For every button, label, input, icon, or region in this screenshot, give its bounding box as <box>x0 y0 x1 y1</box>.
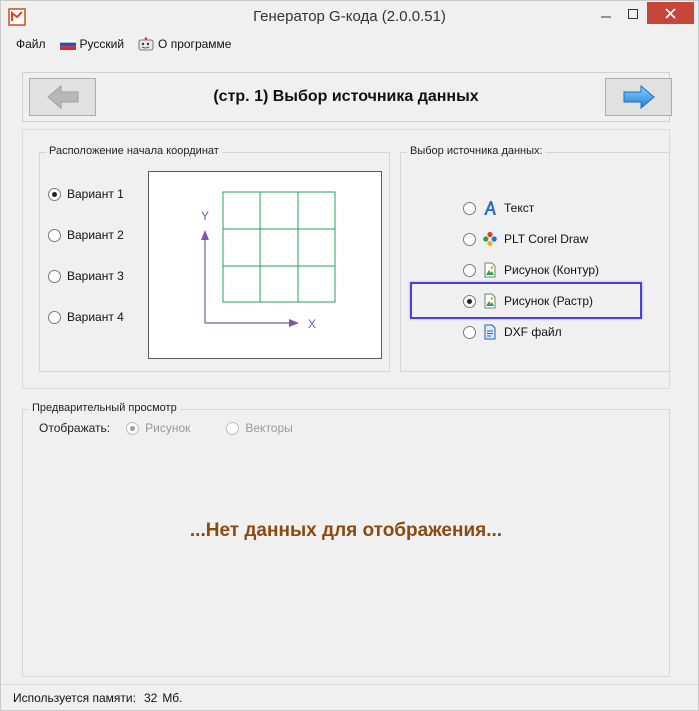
origin-radio-1[interactable] <box>48 188 61 201</box>
source-option-text[interactable] <box>463 200 534 216</box>
origin-grid <box>223 192 335 302</box>
source-group-label: Выбор источника данных: <box>407 145 546 157</box>
source-option-contour[interactable] <box>463 262 599 278</box>
origin-option-2[interactable] <box>48 228 124 242</box>
menu-file-label: Файл <box>16 37 46 51</box>
source-option-plt[interactable] <box>463 231 588 247</box>
window-title: Генератор G-кода (2.0.0.51) <box>253 8 446 25</box>
origin-axes <box>201 230 299 327</box>
origin-option-3[interactable] <box>48 269 124 283</box>
origin-option-4[interactable] <box>48 310 124 324</box>
origin-option-2-label: Вариант 2 <box>67 228 124 242</box>
menu-about-label: О программе <box>158 37 232 51</box>
memory-value: 32 <box>143 690 158 705</box>
arrow-left-icon <box>46 84 80 110</box>
source-radio-dxf[interactable] <box>463 326 476 339</box>
memory-label: Используется памяти: <box>13 690 136 705</box>
minimize-button[interactable] <box>593 2 619 26</box>
maximize-icon <box>628 9 638 19</box>
menu-about[interactable] <box>131 34 238 54</box>
russian-flag-icon <box>60 39 76 50</box>
origin-option-1-label: Вариант 1 <box>67 187 124 201</box>
menu-bar <box>9 34 690 54</box>
origin-diagram <box>149 172 381 358</box>
arrow-right-icon <box>622 84 656 110</box>
next-button[interactable] <box>605 78 672 116</box>
back-button[interactable] <box>29 78 96 116</box>
memory-unit: Мб. <box>162 690 183 705</box>
menu-language[interactable] <box>53 34 132 54</box>
origin-option-3-label: Вариант 3 <box>67 269 124 283</box>
source-option-text-label: Текст <box>504 201 535 215</box>
origin-radio-2[interactable] <box>48 229 61 242</box>
no-data-message: ...Нет данных для отображения... <box>189 520 503 541</box>
status-bar <box>1 684 698 710</box>
origin-option-4-label: Вариант 4 <box>67 310 124 324</box>
text-font-icon <box>482 200 498 216</box>
preview-option-vectors[interactable] <box>226 421 292 435</box>
source-option-plt-label: PLT Corel Draw <box>504 232 589 246</box>
close-icon <box>665 8 676 19</box>
minimize-icon <box>601 9 611 19</box>
preview-option-image-label: Рисунок <box>145 421 191 435</box>
origin-radio-3[interactable] <box>48 270 61 283</box>
source-option-dxf-label: DXF файл <box>504 325 562 339</box>
preview-option-vectors-label: Векторы <box>245 421 293 435</box>
preview-radio-vectors[interactable] <box>226 422 239 435</box>
menu-language-label: Русский <box>79 37 125 51</box>
preview-group-label: Предварительный просмотр <box>29 402 180 414</box>
preview-option-image[interactable] <box>126 421 190 435</box>
close-button[interactable] <box>647 2 694 24</box>
dxf-file-icon <box>482 324 498 340</box>
source-radio-plt[interactable] <box>463 233 476 246</box>
preview-show-label: Отображать: <box>39 421 111 435</box>
corel-draw-icon <box>482 231 498 247</box>
origin-radio-4[interactable] <box>48 311 61 324</box>
origin-option-1[interactable] <box>48 187 124 201</box>
selection-highlight <box>410 282 642 319</box>
page-title: (стр. 1) Выбор источника данных <box>213 88 479 105</box>
wizard-nav-panel <box>22 72 670 122</box>
maximize-button[interactable] <box>619 2 647 26</box>
title-bar <box>1 1 698 33</box>
axis-y-label: Y <box>201 209 210 223</box>
source-radio-contour[interactable] <box>463 264 476 277</box>
axis-x-label: X <box>308 317 317 331</box>
preview-radio-image[interactable] <box>126 422 139 435</box>
source-option-contour-label: Рисунок (Контур) <box>504 263 600 277</box>
origin-preview-canvas <box>148 171 382 359</box>
menu-file[interactable] <box>9 34 53 54</box>
preview-group <box>22 402 670 677</box>
image-contour-icon <box>482 262 498 278</box>
source-option-dxf[interactable] <box>463 324 562 340</box>
about-icon <box>138 37 154 51</box>
source-radio-text[interactable] <box>463 202 476 215</box>
preview-display-options <box>39 421 293 435</box>
coords-group-label: Расположение начала координат <box>46 145 222 157</box>
source-option-raster-label: Рисунок (Растр) <box>504 294 594 308</box>
